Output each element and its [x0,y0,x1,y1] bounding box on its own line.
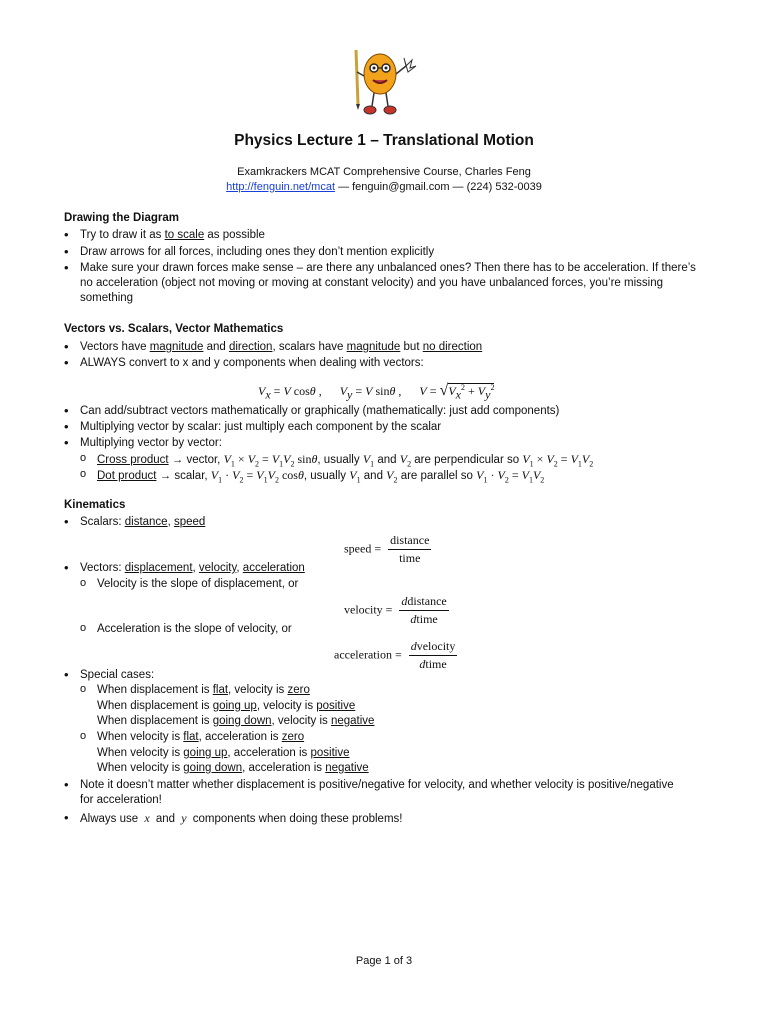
sub-bullet-icon: o [80,577,87,589]
mascot-logo-icon [340,44,424,120]
list-item: • Vectors have magnitude and direction, scalars have magnitude but no direction [80,340,482,354]
list-item: • Scalars: distance, speed [80,515,205,529]
special-case: When displacement is going up, velocity is positive [97,700,356,712]
section-heading-drawing: Drawing the Diagram [64,212,180,224]
section-heading-vectors: Vectors vs. Scalars, Vector Mathematics [64,323,284,335]
list-item: • Can add/subtract vectors mathematically or graphically (mathematically: just add components) [80,404,559,418]
list-item-continuation: something [80,292,134,304]
sub-bullet-icon: o [80,452,87,464]
special-case: When velocity is flat, acceleration is zero [97,731,305,743]
list-item: • Try to draw it as to scale as possible [80,228,265,242]
sub-bullet-icon: o [80,622,87,634]
special-case: When velocity is going down, acceleration is negative [97,762,369,774]
list-item: • Special cases: [80,668,154,682]
list-item-continuation: for acceleration! [80,794,162,806]
list-item-continuation: no acceleration (object not moving or moving at constant velocity) and you have unbalanced forces, you’re missing [80,277,663,289]
page-number: Page 1 of 3 [355,955,413,967]
list-item: • Draw arrows for all forces, including ones they don’t mention explicitly [80,245,434,259]
list-item: Velocity is the slope of displacement, or [97,578,299,590]
speed-formula: speed = $\frac{\text{distance}}{\text{time}}$ [344,533,430,565]
acceleration-formula: acceleration = $\frac{\text{dvelocity}}{\text{dtime}}$ [334,639,456,671]
list-item-dot-product: Dot product → scalar, $V_1 \cdot V_2 = V_1V_2$ cosθ, usually $V_1$ and $V_2$ are parallel so $V_1 \cdot V_2 = V_1V_2$ [97,468,545,485]
contact-info: — fenguin@gmail.com — (224) 532-0039 [335,181,542,193]
list-item-cross-product: Cross product → vector, $V_1 \times V_2 = V_1V_2$ sinθ, usually $V_1$ and $V_2$ are perpendicular so $V_1 \times V_2 = V_1V_2$ [97,452,594,469]
special-case: When velocity is going up, acceleration is positive [97,747,350,759]
course-line: Examkrackers MCAT Comprehensive Course, Charles Feng [237,166,531,178]
special-case: When displacement is going down, velocity is negative [97,715,375,727]
document-title: Physics Lecture 1 – Translational Motion [234,132,534,149]
special-case: When displacement is flat, velocity is zero [97,684,310,696]
list-item: • Multiplying vector by scalar: just multiply each component by the scalar [80,420,441,434]
list-item: Acceleration is the slope of velocity, or [97,623,292,635]
list-item: • Vectors: displacement, velocity, acceleration [80,561,305,575]
velocity-formula: velocity = $\frac{\text{ddistance}}{\text{dtime}}$ [344,594,447,626]
section-heading-kinematics: Kinematics [64,499,126,511]
list-item: • Note it doesn’t matter whether displacement is positive/negative for velocity, and whether velocity is positive/negative [80,778,674,792]
website-link[interactable]: http://fenguin.net/mcat [226,181,336,193]
contact-line [0,181,768,193]
list-item: • Always use x and y components when doing these problems! [80,811,402,826]
list-item: • ALWAYS convert to x and y components when dealing with vectors: [80,356,424,370]
sub-bullet-icon: o [80,683,87,695]
sub-bullet-icon: o [80,730,87,742]
component-formulas: $V_x = V$ cosθ , $V_y = V$ sinθ , $V = √V_x^2 + V_y^2$ [258,382,495,402]
list-item: • Multiplying vector by vector: [80,436,222,450]
sub-bullet-icon: o [80,468,87,480]
list-item: • Make sure your drawn forces make sense – are there any unbalanced ones? Then there has to be acceleration. If there’s [80,261,696,275]
